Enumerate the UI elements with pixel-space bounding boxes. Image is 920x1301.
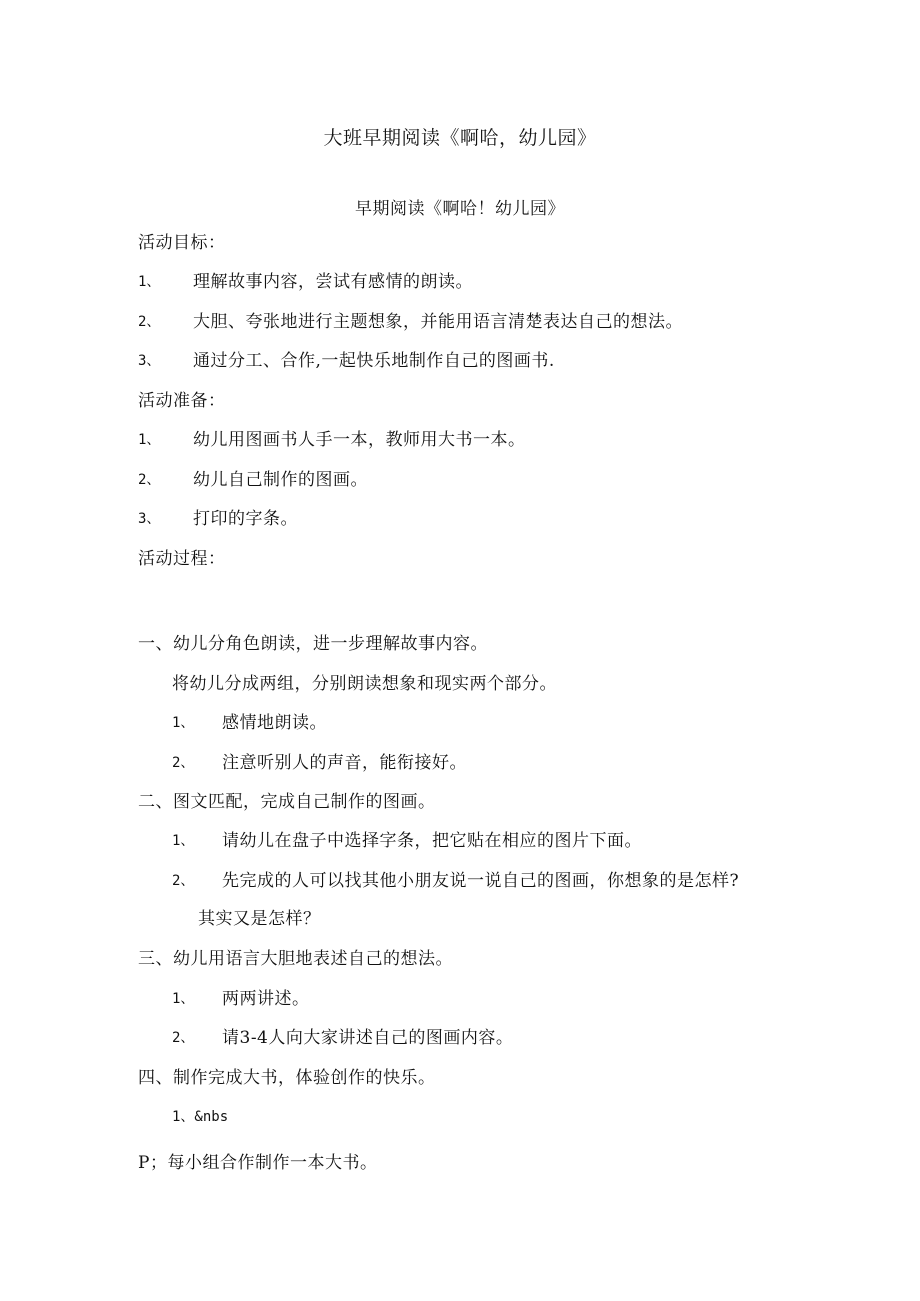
section-1-item-1-text: 感情地朗读。 (222, 713, 327, 733)
section-1-note: 将幼儿分成两组，分别朗读想象和现实两个部分。 (172, 674, 557, 694)
prep-item-3-number: 3、 (138, 511, 161, 527)
goal-item-3-number: 3、 (138, 353, 161, 369)
section-1-item-2-number: 2、 (172, 755, 195, 771)
section-3-item-2-number: 2、 (172, 1030, 195, 1046)
section-2-item-2-continuation: 其实又是怎样？ (198, 909, 321, 929)
section-2-item-1-text: 请幼儿在盘子中选择字条，把它贴在相应的图片下面。 (222, 831, 642, 851)
section-4-heading: 四、制作完成大书，体验创作的快乐。 (138, 1068, 436, 1088)
goal-item-1-number: 1、 (138, 274, 161, 290)
prep-item-3-text: 打印的字条。 (193, 509, 298, 529)
section-3-item-1-number: 1、 (172, 991, 195, 1007)
section-3-item-1-text: 两两讲述。 (222, 989, 310, 1009)
goal-item-1-text: 理解故事内容，尝试有感情的朗读。 (193, 272, 473, 292)
prep-item-2-number: 2、 (138, 472, 161, 488)
section-1-heading: 一、幼儿分角色朗读，进一步理解故事内容。 (138, 634, 488, 654)
document-title: 大班早期阅读《啊哈，幼儿园》 (323, 127, 597, 149)
prep-item-2-text: 幼儿自己制作的图画。 (193, 470, 368, 490)
goal-item-3-text: 通过分工、合作,一起快乐地制作自己的图画书. (193, 351, 555, 371)
goal-item-2-number: 2、 (138, 314, 161, 330)
prep-item-1-text: 幼儿用图画书人手一本，教师用大书一本。 (193, 430, 526, 450)
section-3-item-2-text: 请3-4人向大家讲述自己的图画内容。 (222, 1028, 514, 1048)
section-3-heading: 三、幼儿用语言大胆地表述自己的想法。 (138, 949, 453, 969)
goals-heading: 活动目标： (138, 233, 226, 253)
process-heading: 活动过程： (138, 549, 226, 569)
prep-item-1-number: 1、 (138, 432, 161, 448)
section-2-item-1-number: 1、 (172, 833, 195, 849)
section-1-item-2-text: 注意听别人的声音，能衔接好。 (222, 753, 467, 773)
section-2-item-2-text: 先完成的人可以找其他小朋友说一说自己的图画，你想象的是怎样? (222, 871, 740, 891)
section-4-item-1: 1、&nbs (172, 1109, 229, 1125)
goal-item-2-text: 大胆、夸张地进行主题想象，并能用语言清楚表达自己的想法。 (193, 312, 683, 332)
section-4-tail-text: P；每小组合作制作一本大书。 (138, 1153, 378, 1173)
section-2-item-2-number: 2、 (172, 873, 195, 889)
document-subtitle: 早期阅读《啊哈！幼儿园》 (355, 199, 565, 219)
prep-heading: 活动准备： (138, 391, 226, 411)
section-1-item-1-number: 1、 (172, 715, 195, 731)
section-2-heading: 二、图文匹配，完成自己制作的图画。 (138, 792, 436, 812)
